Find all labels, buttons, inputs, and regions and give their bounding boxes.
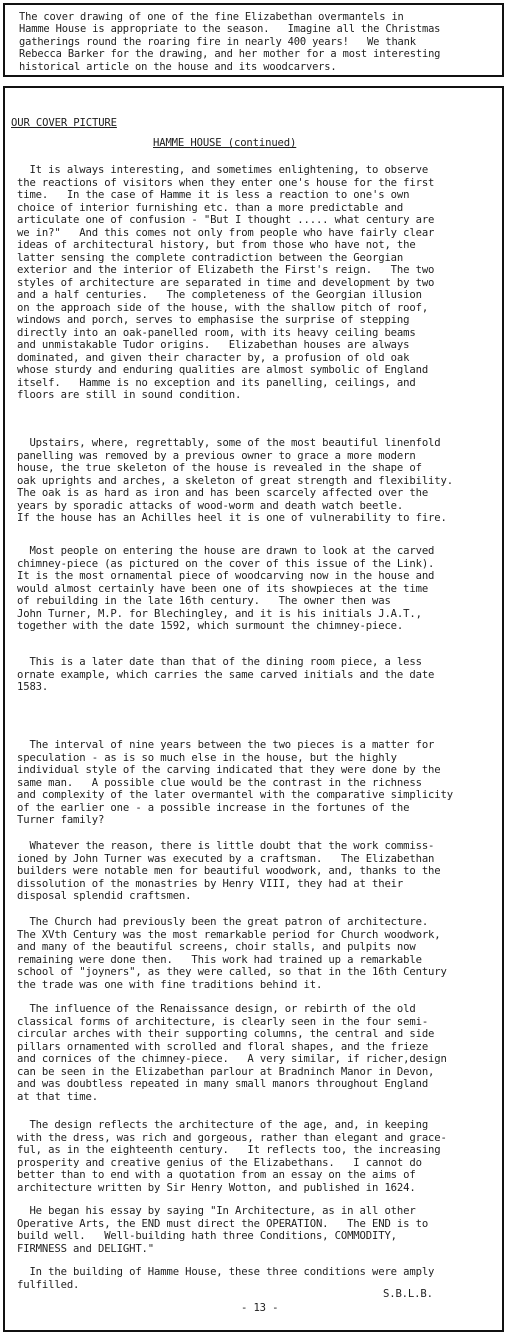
article-title: HAMME HOUSE (continued) — [153, 137, 297, 149]
paragraph-10: He began his essay by saying "In Architecture, as in all other Operative Arts, the END must direct the OPERATION. The END is to build well. Well-building hath three Conditions, COMMODITY, FIRMNESS and DELIGHT." — [17, 1205, 429, 1255]
paragraph-6: Whatever the reason, there is little doubt that the work commiss- ioned by John Turner was executed by a craftsman. The Elizabethan builders were notable men for beautiful woodwork, and, thanks to the dissolution of the monastries by Henry VIII, they had at their disposal splendid craftsmen. — [17, 840, 441, 902]
page-number: - 13 - — [241, 1302, 279, 1314]
intro-note-box — [3, 3, 504, 77]
paragraph-5: The interval of nine years between the two pieces is a matter for speculation - as is so much else in the house, but the highly individual style of the carving indicated that they were done by the same man. A possible clue would be the contrast in the richness and complexity of the later overmantel with the comparative simplicity of the earlier one - a possible increase in the fortunes of the Turner family? — [17, 739, 453, 826]
article-box — [3, 86, 504, 1332]
paragraph-8: The influence of the Renaissance design, or rebirth of the old classical forms of architecture, is clearly seen in the four semi- circular arches with their supporting columns, the central and side pillars ornamented with scrolled and floral shapes, and the frieze and cornices of the chimney-piece. A very similar, if richer,design can be seen in the Elizabethan parlour at Bradninch Manor in Devon, and was doubtless repeated in many small manors throughout England at that time. — [17, 1003, 447, 1103]
paragraph-9: The design reflects the architecture of the age, and, in keeping with the dress, was rich and gorgeous, rather than elegant and grace- ful, as in the eighteenth century. It reflects too, the increasing prosperity and creative genius of the Elizabethans. I cannot do better than to end with a quotation from an essay on the aims of architecture written by Sir Henry Wotton, and published in 1624. — [17, 1119, 447, 1194]
intro-note-text: The cover drawing of one of the fine Elizabethan overmantels in Hamme House is appropriate to the season. Imagine all the Christmas gatherings round the roaring fire in nearly 400 years! We thank Rebecca Barker for the drawing, and her mother for a most interesting historical article on the house and its woodcarvers. — [19, 11, 441, 73]
paragraph-1: It is always interesting, and sometimes enlightening, to observe the reactions of visitors when they enter one's house for the first time. In the case of Hamme it is less a reaction to one's own choice of interior furnishing etc. than a more predictable and articulate one of confusion - "But I thought ..... what century are we in?" And this comes not only from people who have fairly clear ideas of architectural history, but from those who have not, the latter sensing the complete contradiction between the Georgian exterior and the interior of Elizabeth the First's reign. The two styles of architecture are separated in time and development by two and a half centuries. The completeness of the Georgian illusion on the approach side of the house, with the shallow pitch of roof, windows and porch, serves to emphasise the surprise of stepping directly into an oak-panelled room, with its heavy ceiling beams and unmistakable Tudor origins. Elizabethan houses are always dominated, and given their character by, a profusion of old oak whose sturdy and enduring qualities are almost symbolic of England itself. Hamme is no exception and its panelling, ceilings, and floors are still in sound condition. — [17, 164, 435, 401]
paragraph-7: The Church had previously been the great patron of architecture. The XVth Century was the most remarkable period for Church woodwork, and many of the beautiful screens, choir stalls, and pulpits now remaining were done then. This work had trained up a remarkable school of "joyners", as they were called, so that in the 16th Century the trade was one with fine traditions behind it. — [17, 916, 447, 991]
section-label: OUR COVER PICTURE — [11, 117, 117, 129]
author-signature: S.B.L.B. — [383, 1288, 433, 1300]
paragraph-4: This is a later date than that of the dining room piece, a less ornate example, which carries the same carved initials and the date 1583. — [17, 656, 435, 693]
paragraph-11: In the building of Hamme House, these three conditions were amply fulfilled. — [17, 1266, 435, 1291]
paragraph-3: Most people on entering the house are drawn to look at the carved chimney-piece (as pictured on the cover of this issue of the Link). It is the most ornamental piece of woodcarving now in the house and would almost certainly have been one of its showpieces at the time of rebuilding in the late 16th century. The owner then was John Turner, M.P. for Blechingley, and it is his initials J.A.T., together with the date 1592, which surmount the chimney-piece. — [17, 545, 435, 632]
paragraph-2: Upstairs, where, regrettably, some of the most beautiful linenfold panelling was removed by a previous owner to grace a more modern house, the true skeleton of the house is revealed in the shape of oak uprights and arches, a skeleton of great strength and flexibility. The oak is as hard as iron and has been scarcely affected over the years by sporadic attacks of wood-worm and death watch beetle. If the house has an Achilles heel it is one of vulnerability to fire. — [17, 437, 453, 524]
